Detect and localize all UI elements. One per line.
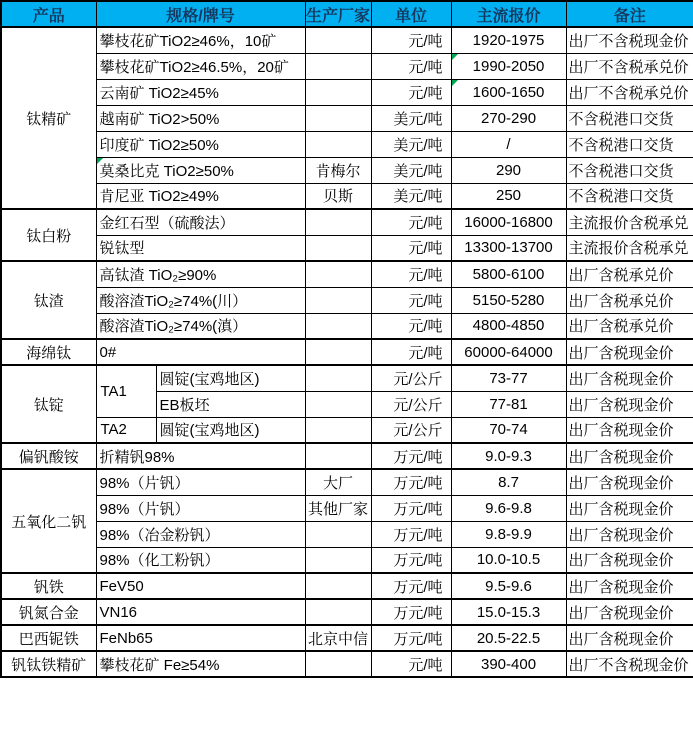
unit-cell: 元/公斤 — [371, 417, 451, 443]
note-cell: 出厂不含税现金价 — [566, 27, 693, 53]
price-cell: 9.8-9.9 — [451, 521, 566, 547]
unit-cell: 元/吨 — [371, 651, 451, 677]
table-row — [1, 131, 693, 157]
product-group-cell: 钒钛铁精矿 — [1, 651, 96, 677]
price-cell: 20.5-22.5 — [451, 625, 566, 651]
price-cell: 4800-4850 — [451, 313, 566, 339]
spec-cell: 印度矿 TiO2≥50% — [96, 131, 305, 157]
spec-cell: 圆锭(宝鸡地区) — [156, 417, 305, 443]
product-group-cell: 钛锭 — [1, 365, 96, 443]
note-cell: 出厂含税承兑价 — [566, 287, 693, 313]
spec-cell: 金红石型（硫酸法） — [96, 209, 305, 235]
unit-cell: 元/公斤 — [371, 391, 451, 417]
spec-cell: 攀枝花矿TiO2≥46%，10矿 — [96, 27, 305, 53]
note-cell: 出厂含税现金价 — [566, 599, 693, 625]
table-row — [1, 625, 693, 651]
spec-cell — [96, 157, 305, 183]
price-cell: 9.6-9.8 — [451, 495, 566, 521]
table-row — [1, 209, 693, 235]
unit-cell: 元/吨 — [371, 27, 451, 53]
table-row — [1, 443, 693, 469]
unit-cell: 万元/吨 — [371, 573, 451, 599]
manufacturer-cell — [305, 339, 371, 365]
manufacturer-cell — [305, 547, 371, 573]
price-cell: / — [451, 131, 566, 157]
manufacturer-cell — [305, 651, 371, 677]
product-group-cell: 钛白粉 — [1, 209, 96, 261]
manufacturer-cell — [305, 131, 371, 157]
table-row — [1, 495, 693, 521]
unit-cell: 万元/吨 — [371, 625, 451, 651]
unit-cell: 元/吨 — [371, 235, 451, 261]
unit-cell: 元/吨 — [371, 313, 451, 339]
table-row — [1, 365, 693, 391]
table-row — [1, 339, 693, 365]
price-cell: 8.7 — [451, 469, 566, 495]
unit-cell: 美元/吨 — [371, 131, 451, 157]
manufacturer-cell — [305, 417, 371, 443]
ta-grade-cell: TA2 — [96, 417, 156, 443]
spec-cell: 云南矿 TiO2≥45% — [96, 79, 305, 105]
unit-cell: 万元/吨 — [371, 599, 451, 625]
table-row — [1, 599, 693, 625]
price-cell: 60000-64000 — [451, 339, 566, 365]
manufacturer-cell: 大厂 — [305, 469, 371, 495]
error-flag-icon — [97, 158, 103, 164]
column-header-unit: 单位 — [371, 1, 451, 27]
manufacturer-cell: 贝斯 — [305, 183, 371, 209]
spec-cell: EB板坯 — [156, 391, 305, 417]
unit-cell: 万元/吨 — [371, 469, 451, 495]
unit-cell: 元/吨 — [371, 53, 451, 79]
note-cell: 不含税港口交货 — [566, 157, 693, 183]
price-cell: 15.0-15.3 — [451, 599, 566, 625]
note-cell: 出厂不含税承兑价 — [566, 79, 693, 105]
note-cell: 出厂含税承兑价 — [566, 313, 693, 339]
price-cell — [451, 79, 566, 105]
note-cell: 出厂含税现金价 — [566, 521, 693, 547]
spec-cell: 攀枝花矿TiO2≥46.5%，20矿 — [96, 53, 305, 79]
spec-cell: 98%（片钒） — [96, 495, 305, 521]
spec-cell: FeNb65 — [96, 625, 305, 651]
table-row — [1, 105, 693, 131]
spec-cell: VN16 — [96, 599, 305, 625]
manufacturer-cell — [305, 287, 371, 313]
spec-cell: 攀枝花矿 Fe≥54% — [96, 651, 305, 677]
product-group-cell: 五氧化二钒 — [1, 469, 96, 573]
spec-cell: 酸溶渣TiO₂≥74%(滇） — [96, 313, 305, 339]
table-row — [1, 235, 693, 261]
manufacturer-cell — [305, 443, 371, 469]
column-header-manufacturer: 生产厂家 — [305, 1, 371, 27]
manufacturer-cell: 肯梅尔 — [305, 157, 371, 183]
note-cell: 不含税港口交货 — [566, 105, 693, 131]
note-cell: 出厂含税现金价 — [566, 547, 693, 573]
product-group-cell: 钒铁 — [1, 573, 96, 599]
manufacturer-cell — [305, 79, 371, 105]
error-flag-icon — [452, 54, 458, 60]
price-cell: 70-74 — [451, 417, 566, 443]
manufacturer-cell — [305, 53, 371, 79]
unit-cell: 万元/吨 — [371, 547, 451, 573]
column-header-price: 主流报价 — [451, 1, 566, 27]
table-row — [1, 183, 693, 209]
column-header-product: 产品 — [1, 1, 96, 27]
spec-cell: 越南矿 TiO2>50% — [96, 105, 305, 131]
unit-cell: 元/公斤 — [371, 365, 451, 391]
product-group-cell: 巴西铌铁 — [1, 625, 96, 651]
note-cell: 出厂含税承兑价 — [566, 261, 693, 287]
spec-cell: 圆锭(宝鸡地区) — [156, 365, 305, 391]
unit-cell: 万元/吨 — [371, 495, 451, 521]
table-row — [1, 651, 693, 677]
unit-cell: 万元/吨 — [371, 521, 451, 547]
note-cell: 不含税港口交货 — [566, 183, 693, 209]
note-cell: 出厂含税现金价 — [566, 573, 693, 599]
note-cell: 出厂含税现金价 — [566, 417, 693, 443]
price-cell: 290 — [451, 157, 566, 183]
table-row — [1, 27, 693, 53]
unit-cell: 美元/吨 — [371, 183, 451, 209]
manufacturer-cell — [305, 521, 371, 547]
price-cell: 5800-6100 — [451, 261, 566, 287]
product-group-cell: 偏钒酸铵 — [1, 443, 96, 469]
price-cell: 9.0-9.3 — [451, 443, 566, 469]
price-cell: 73-77 — [451, 365, 566, 391]
error-flag-icon — [452, 80, 458, 86]
column-header-note: 备注 — [566, 1, 693, 27]
table-row — [1, 261, 693, 287]
price-cell: 270-290 — [451, 105, 566, 131]
price-cell: 390-400 — [451, 651, 566, 677]
unit-cell: 美元/吨 — [371, 105, 451, 131]
unit-cell: 元/吨 — [371, 261, 451, 287]
price-cell: 1920-1975 — [451, 27, 566, 53]
note-cell: 出厂含税现金价 — [566, 339, 693, 365]
note-cell: 出厂含税现金价 — [566, 495, 693, 521]
price-cell: 10.0-10.5 — [451, 547, 566, 573]
note-cell: 出厂含税现金价 — [566, 365, 693, 391]
manufacturer-cell — [305, 365, 371, 391]
table-row — [1, 79, 693, 105]
spec-cell: 酸溶渣TiO₂≥74%(川） — [96, 287, 305, 313]
manufacturer-cell — [305, 27, 371, 53]
unit-cell: 元/吨 — [371, 79, 451, 105]
note-cell: 出厂含税现金价 — [566, 469, 693, 495]
spec-cell: 0# — [96, 339, 305, 365]
column-header-spec: 规格/牌号 — [96, 1, 305, 27]
note-cell: 主流报价含税承兑 — [566, 209, 693, 235]
table-row — [1, 287, 693, 313]
table-row — [1, 573, 693, 599]
product-group-cell: 钛渣 — [1, 261, 96, 339]
manufacturer-cell: 北京中信 — [305, 625, 371, 651]
price-cell: 5150-5280 — [451, 287, 566, 313]
unit-cell: 元/吨 — [371, 287, 451, 313]
price-cell: 13300-13700 — [451, 235, 566, 261]
manufacturer-cell — [305, 235, 371, 261]
manufacturer-cell — [305, 391, 371, 417]
spec-value: 莫桑比克 TiO2≥50% — [99, 162, 234, 180]
spec-cell: 98%（化工粉钒） — [96, 547, 305, 573]
unit-cell: 元/吨 — [371, 209, 451, 235]
note-cell: 出厂含税现金价 — [566, 625, 693, 651]
unit-cell: 美元/吨 — [371, 157, 451, 183]
spec-cell: 98%（片钒） — [96, 469, 305, 495]
price-cell: 77-81 — [451, 391, 566, 417]
product-group-cell: 海绵钛 — [1, 339, 96, 365]
table-header-row — [1, 1, 693, 27]
spec-cell: 肯尼亚 TiO2≥49% — [96, 183, 305, 209]
note-cell: 出厂含税现金价 — [566, 443, 693, 469]
table-row — [1, 53, 693, 79]
table-row — [1, 469, 693, 495]
spec-cell: 高钛渣 TiO₂≥90% — [96, 261, 305, 287]
unit-cell: 万元/吨 — [371, 443, 451, 469]
table-row — [1, 547, 693, 573]
table-row — [1, 521, 693, 547]
price-cell: 16000-16800 — [451, 209, 566, 235]
price-cell: 250 — [451, 183, 566, 209]
spec-cell: 折精钒98% — [96, 443, 305, 469]
manufacturer-cell: 其他厂家 — [305, 495, 371, 521]
manufacturer-cell — [305, 261, 371, 287]
spec-cell: 98%（冶金粉钒） — [96, 521, 305, 547]
note-cell: 出厂不含税现金价 — [566, 651, 693, 677]
note-cell: 出厂含税现金价 — [566, 391, 693, 417]
spec-cell: 锐钛型 — [96, 235, 305, 261]
manufacturer-cell — [305, 599, 371, 625]
manufacturer-cell — [305, 313, 371, 339]
manufacturer-cell — [305, 573, 371, 599]
note-cell: 主流报价含税承兑 — [566, 235, 693, 261]
note-cell: 不含税港口交货 — [566, 131, 693, 157]
note-cell: 出厂不含税承兑价 — [566, 53, 693, 79]
table-row — [1, 417, 693, 443]
price-value: 1990-2050 — [472, 57, 545, 75]
price-cell — [451, 53, 566, 79]
spec-cell: FeV50 — [96, 573, 305, 599]
manufacturer-cell — [305, 105, 371, 131]
ta-grade-cell: TA1 — [96, 365, 156, 417]
price-cell: 9.5-9.6 — [451, 573, 566, 599]
unit-cell: 元/吨 — [371, 339, 451, 365]
price-value: 1600-1650 — [472, 83, 545, 101]
product-group-cell: 钛精矿 — [1, 27, 96, 209]
product-group-cell: 钒氮合金 — [1, 599, 96, 625]
table-row — [1, 313, 693, 339]
table-row — [1, 157, 693, 183]
manufacturer-cell — [305, 209, 371, 235]
